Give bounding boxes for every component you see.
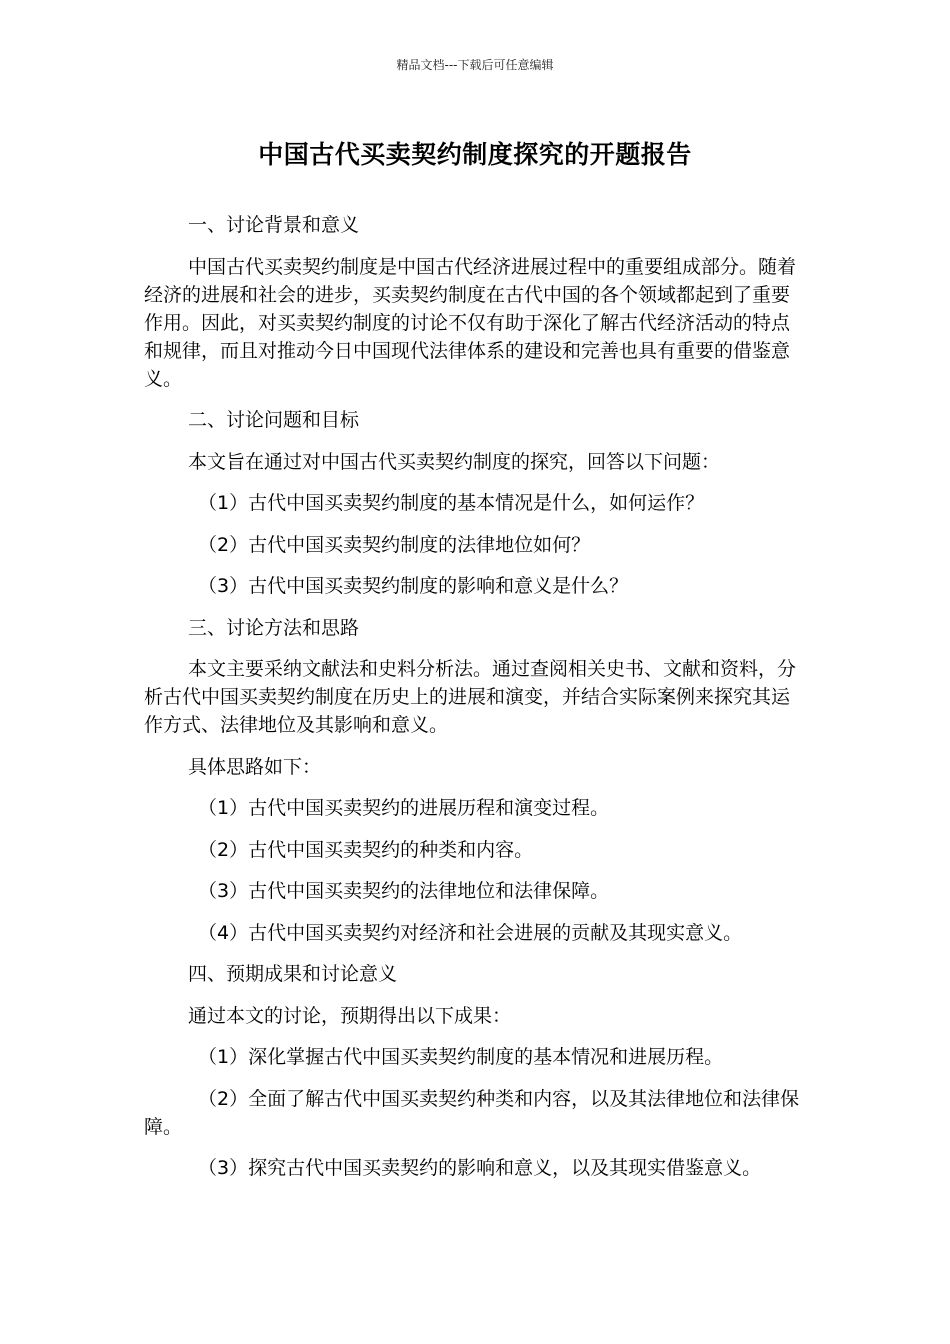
section-heading-questions: 二、讨论问题和目标 (188, 409, 360, 431)
list-item: （2）全面了解古代中国买卖契约种类和内容，以及其法律地位和法律保障。 (144, 1087, 800, 1138)
document-body (144, 211, 806, 1196)
section-heading-methods: 三、讨论方法和思路 (188, 616, 360, 639)
paragraph-outcomes-intro: 通过本文的讨论，预期得出以下成果： (188, 1004, 512, 1027)
paragraph-approach-intro: 具体思路如下： (188, 755, 322, 778)
list-item: （2）古代中国买卖契约制度的法律地位如何？ (198, 533, 591, 556)
list-item: （2）古代中国买卖契约的种类和内容。 (198, 838, 534, 861)
page-header: 精品文档---下载后可任意编辑 (396, 58, 554, 72)
paragraph-methods: 本文主要采纳文献法和史料分析法。通过查阅相关史书、文献和资料，分析古代中国买卖契约制度在历史上的进展和演变，并结合实际案例来探究其运作方式、法律地位及其影响和意义。 (144, 658, 797, 736)
paragraph-questions-intro: 本文旨在通过对中国古代买卖契约制度的探究，回答以下问题： (188, 450, 721, 473)
paragraph-background: 中国古代买卖契约制度是中国古代经济进展过程中的重要组成部分。随着经济的进展和社会的进步，买卖契约制度在古代中国的各个领域都起到了重要作用。因此，对买卖契约制度的讨论不仅有助于深化了解古代经济活动的特点和规律，而且对推动今日中国现代法律体系的建设和完善也具有重要的借鉴意义。 (144, 255, 797, 390)
list-item: （3）古代中国买卖契约的法律地位和法律保障。 (198, 880, 610, 902)
section-heading-outcomes: 四、预期成果和讨论意义 (188, 963, 398, 985)
list-item: （1）古代中国买卖契约的进展历程和演变过程。 (198, 797, 610, 819)
list-item: （4）古代中国买卖契约对经济和社会进展的贡献及其现实意义。 (198, 921, 743, 944)
list-item: （3）探究古代中国买卖契约的影响和意义，以及其现实借鉴意义。 (198, 1157, 762, 1179)
list-item: （3）古代中国买卖契约制度的影响和意义是什么？ (198, 575, 629, 597)
list-item: （1）古代中国买卖契约制度的基本情况是什么，如何运作？ (198, 492, 705, 514)
document-title: 中国古代买卖契约制度探究的开题报告 (258, 140, 692, 169)
section-heading-background: 一、讨论背景和意义 (188, 214, 360, 236)
list-item: （1）深化掌握古代中国买卖契约制度的基本情况和进展历程。 (198, 1046, 724, 1068)
